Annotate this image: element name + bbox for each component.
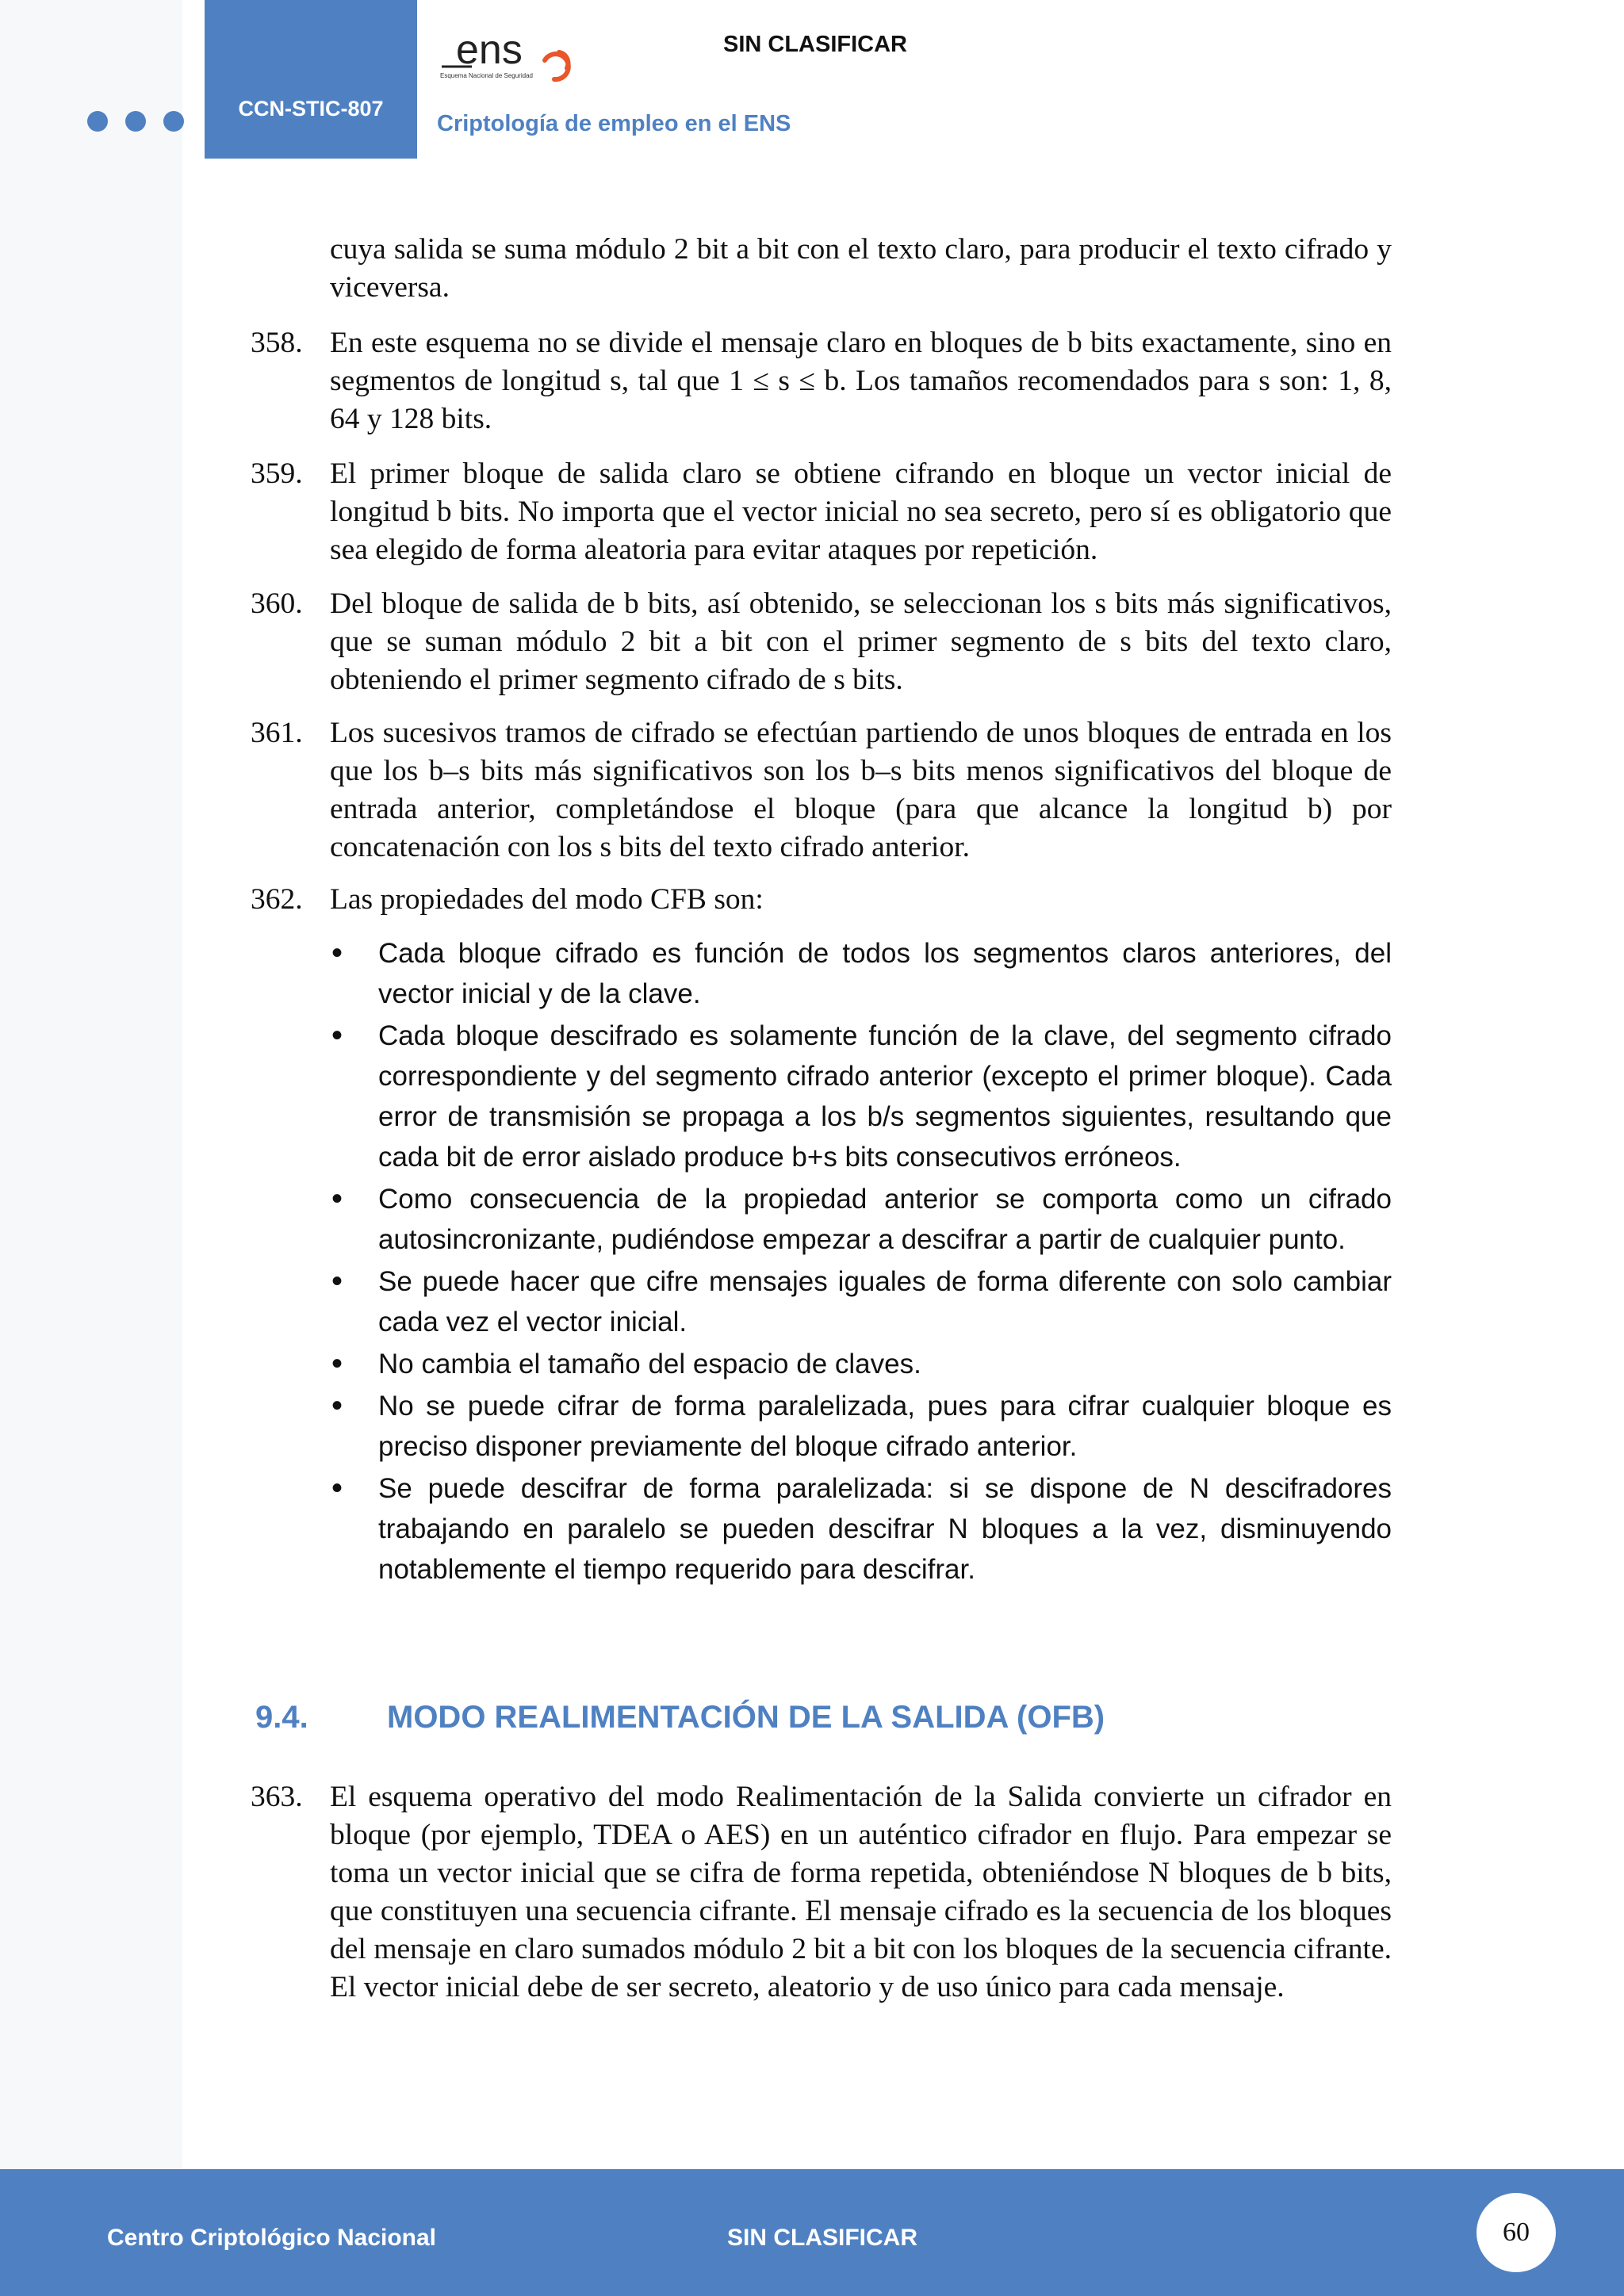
section-number: 9.4.	[255, 1700, 308, 1735]
list-item: • Como consecuencia de la propiedad anterior se comporta como un cifrado autosincronizante, pudiéndose empezar a descifrar a partir de cualquier punto.	[331, 1179, 1392, 1260]
cfb-properties-list	[331, 933, 1392, 1591]
paragraph-number: 361.	[251, 717, 303, 749]
paragraph-number: 362.	[251, 883, 303, 916]
list-item: • Cada bloque descifrado es solamente función de la clave, del segmento cifrado correspondiente y del segmento cifrado anterior (excepto el primer bloque). Cada error de transmisión se propaga a los b/s segmentos siguientes, resultando que cada bit de error aislado produce b+s bits consecutivos erróneos.	[331, 1016, 1392, 1177]
header-dot	[87, 111, 108, 132]
doc-title: Criptología de empleo en el ENS	[437, 111, 791, 136]
page-number-badge	[1477, 2193, 1556, 2272]
section-title: MODO REALIMENTACIÓN DE LA SALIDA (OFB)	[387, 1700, 1105, 1735]
footer	[0, 2169, 1624, 2296]
paragraph-362: Las propiedades del modo CFB son:	[330, 883, 764, 916]
header-dots	[87, 111, 184, 132]
paragraph-number: 358.	[251, 327, 303, 359]
paragraph-358: En este esquema no se divide el mensaje claro en bloques de b bits exactamente, sino en segmentos de longitud s, tal que 1 ≤ s ≤ b. Los tamaños recomendados para s son: 1, 8, 64 y 128 bits.	[330, 327, 1392, 435]
header-classification: SIN CLASIFICAR	[723, 32, 907, 57]
doc-code-box	[205, 0, 417, 159]
list-item: • No cambia el tamaño del espacio de claves.	[331, 1344, 1392, 1384]
paragraph-number: 360.	[251, 587, 303, 620]
left-margin-shade	[0, 0, 182, 2296]
paragraph-continuation: cuya salida se suma módulo 2 bit a bit con el texto claro, para producir el texto cifrado y viceversa.	[330, 233, 1392, 304]
paragraph-363: El esquema operativo del modo Realimentación de la Salida convierte un cifrador en bloque (por ejemplo, TDEA o AES) en un auténtico cifrador en flujo. Para empezar se toma un vector inicial que se cifra de forma repetida, obteniéndose N bloques de b bits, que constituyen una secuencia cifrante. El mensaje cifrado es la secuencia de los bloques del mensaje en claro sumados módulo 2 bit a bit con los bloques de la secuencia cifrante. El vector inicial debe de ser secreto, aleatorio y de uso único para cada mensaje.	[330, 1781, 1392, 2003]
paragraph-number: 363.	[251, 1781, 303, 1813]
list-item: • No se puede cifrar de forma paralelizada, pues para cifrar cualquier bloque es preciso disponer previamente del bloque cifrado anterior.	[331, 1386, 1392, 1467]
logo-word: ens	[456, 29, 523, 73]
footer-classification: SIN CLASIFICAR	[727, 2225, 917, 2251]
page-number: 60	[1503, 2218, 1530, 2247]
list-item: • Se puede hacer que cifre mensajes iguales de forma diferente con solo cambiar cada vez el vector inicial.	[331, 1261, 1392, 1342]
logo-subtext: Esquema Nacional de Seguridad	[440, 72, 533, 79]
paragraph-number: 359.	[251, 457, 303, 490]
paragraph-360: Del bloque de salida de b bits, así obtenido, se seleccionan los s bits más significativos, que se suman módulo 2 bit a bit con el primer segmento de s bits del texto claro, obteniendo el primer segmento cifrado de s bits.	[330, 587, 1392, 696]
doc-code: CCN-STIC-807	[238, 97, 384, 121]
list-item: • Cada bloque cifrado es función de todos los segmentos claros anteriores, del vector inicial y de la clave.	[331, 933, 1392, 1014]
paragraph-359: El primer bloque de salida claro se obtiene cifrando en bloque un vector inicial de longitud b bits. No importa que el vector inicial no sea secreto, pero sí es obligatorio que sea elegido de forma aleatoria para evitar ataques por repetición.	[330, 457, 1392, 566]
section-heading	[255, 1700, 1105, 1735]
ens-logo	[440, 29, 583, 92]
header-dot	[125, 111, 146, 132]
paragraph-361: Los sucesivos tramos de cifrado se efectúan partiendo de unos bloques de entrada en los que los b–s bits más significativos son los b–s bits menos significativos del bloque de entrada anterior, completándose el bloque (para que alcance la longitud b) por concatenación con los s bits del texto cifrado anterior.	[330, 717, 1392, 863]
header-dot	[163, 111, 184, 132]
list-item: • Se puede descifrar de forma paralelizada: si se dispone de N descifradores trabajando en paralelo se pueden descifrar N bloques a la vez, disminuyendo notablemente el tiempo requerido para descifrar.	[331, 1468, 1392, 1590]
footer-organization: Centro Criptológico Nacional	[107, 2225, 437, 2251]
